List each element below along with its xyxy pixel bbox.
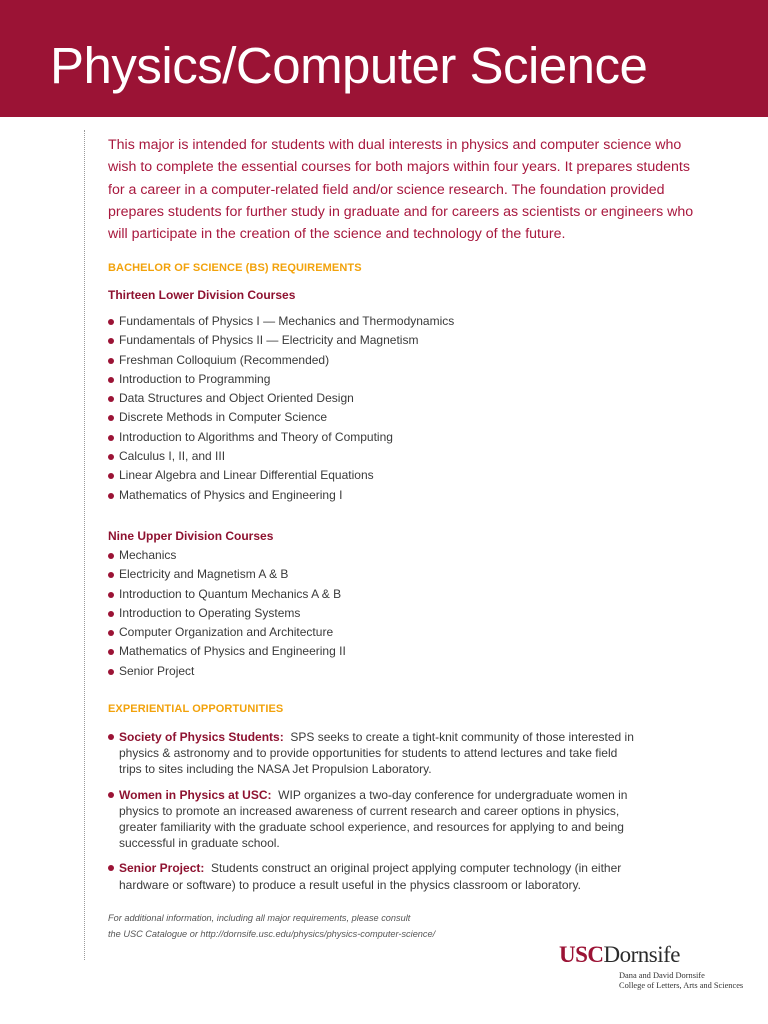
bullet-icon [108,454,114,460]
lower-division-list [108,312,454,505]
list-item: Mechanics [108,546,346,565]
lower-division-heading: Thirteen Lower Division Courses [108,288,296,302]
upper-division-heading: Nine Upper Division Courses [108,529,274,543]
experiential-heading: EXPERIENTIAL OPPORTUNITIES [108,703,284,715]
footnote-line-2: the USC Catalogue or http://dornsife.usc.edu/physics/physics-computer-science/ [108,929,436,939]
bullet-icon [108,493,114,499]
bullet-icon [108,649,114,655]
list-item: Fundamentals of Physics II — Electricity and Magnetism [108,331,454,350]
list-item: Introduction to Algorithms and Theory of Computing [108,428,454,447]
usc-dornsife-logo [559,943,749,991]
list-item: Calculus I, II, and III [108,447,454,466]
opportunity-text: WIP organizes a two-day conference for undergraduate women in physics to promote an increased awareness of current research and career options in physics, greater familiarity with the graduate school experience, and resources for applying to and being successful in graduate school. [119,787,628,851]
bullet-icon [108,865,114,871]
opportunity-label: Society of Physics Students: [119,730,284,744]
list-item: Introduction to Programming [108,370,454,389]
bullet-icon [108,669,114,675]
bullet-icon [108,592,114,598]
list-item: Mathematics of Physics and Engineering I [108,486,454,505]
list-item: Data Structures and Object Oriented Design [108,389,454,408]
list-item: Introduction to Quantum Mechanics A & B [108,585,346,604]
list-item: Mathematics of Physics and Engineering II [108,642,346,661]
intro-paragraph: This major is intended for students with dual interests in physics and computer science who wish to complete the essential courses for both majors within four years. It prepares students for a career in a computer-related field and/or science research. The foundation provided prepares students for further study in graduate and for careers as scientists or engineers who will participate in the creation of the science and technology of the future. [108,137,694,243]
logo-wordmark: USCDornsife [559,942,680,967]
bullet-icon [108,358,114,364]
list-item: Electricity and Magnetism A & B [108,565,346,584]
bullet-icon [108,396,114,402]
opportunity-label: Senior Project: [119,861,205,876]
margin-dotted-rule [84,130,85,960]
bullet-icon [108,338,114,344]
bullet-icon [108,435,114,441]
list-item: Discrete Methods in Computer Science [108,408,454,427]
footnote-line-1: For additional information, including all major requirements, please consult [108,913,411,923]
bullet-icon [108,319,114,325]
opportunity-label: Women in Physics at USC: [119,787,272,802]
bullet-icon [108,473,114,479]
list-item [108,860,638,892]
list-item: Fundamentals of Physics I — Mechanics and Thermodynamics [108,312,454,331]
opportunities-list [108,729,638,893]
list-item: Linear Algebra and Linear Differential Equations [108,466,454,485]
footnote [108,910,435,942]
bullet-icon [108,630,114,636]
logo-subtitle: Dana and David Dornsife College of Letters, Arts and Sciences [619,971,744,990]
bullet-icon [108,553,114,559]
main-content [108,134,708,939]
list-item: Introduction to Operating Systems [108,604,346,623]
page-title: Physics/Computer Science [50,37,648,94]
bullet-icon [108,792,114,798]
bullet-icon [108,734,114,740]
list-item [108,729,638,778]
bullet-icon [108,415,114,421]
header-band [0,0,768,117]
list-item: Computer Organization and Architecture [108,623,346,642]
bullet-icon [108,611,114,617]
list-item: Freshman Colloquium (Recommended) [108,351,454,370]
bullet-icon [108,377,114,383]
upper-division-list [108,546,346,681]
opportunity-text: SPS seeks to create a tight-knit community of those interested in physics & astronomy and to provide opportunities for students to attend lectures and take field trips to sites including the NASA Jet Propulsion Laboratory. [119,730,634,777]
list-item: Senior Project [108,662,346,681]
bs-requirements-heading: BACHELOR OF SCIENCE (BS) REQUIREMENTS [108,262,362,274]
bullet-icon [108,572,114,578]
list-item [108,787,638,852]
opportunity-text: Students construct an original project applying computer technology (in either hardware or software) to produce a result useful in the physics classroom or laboratory. [119,861,622,892]
